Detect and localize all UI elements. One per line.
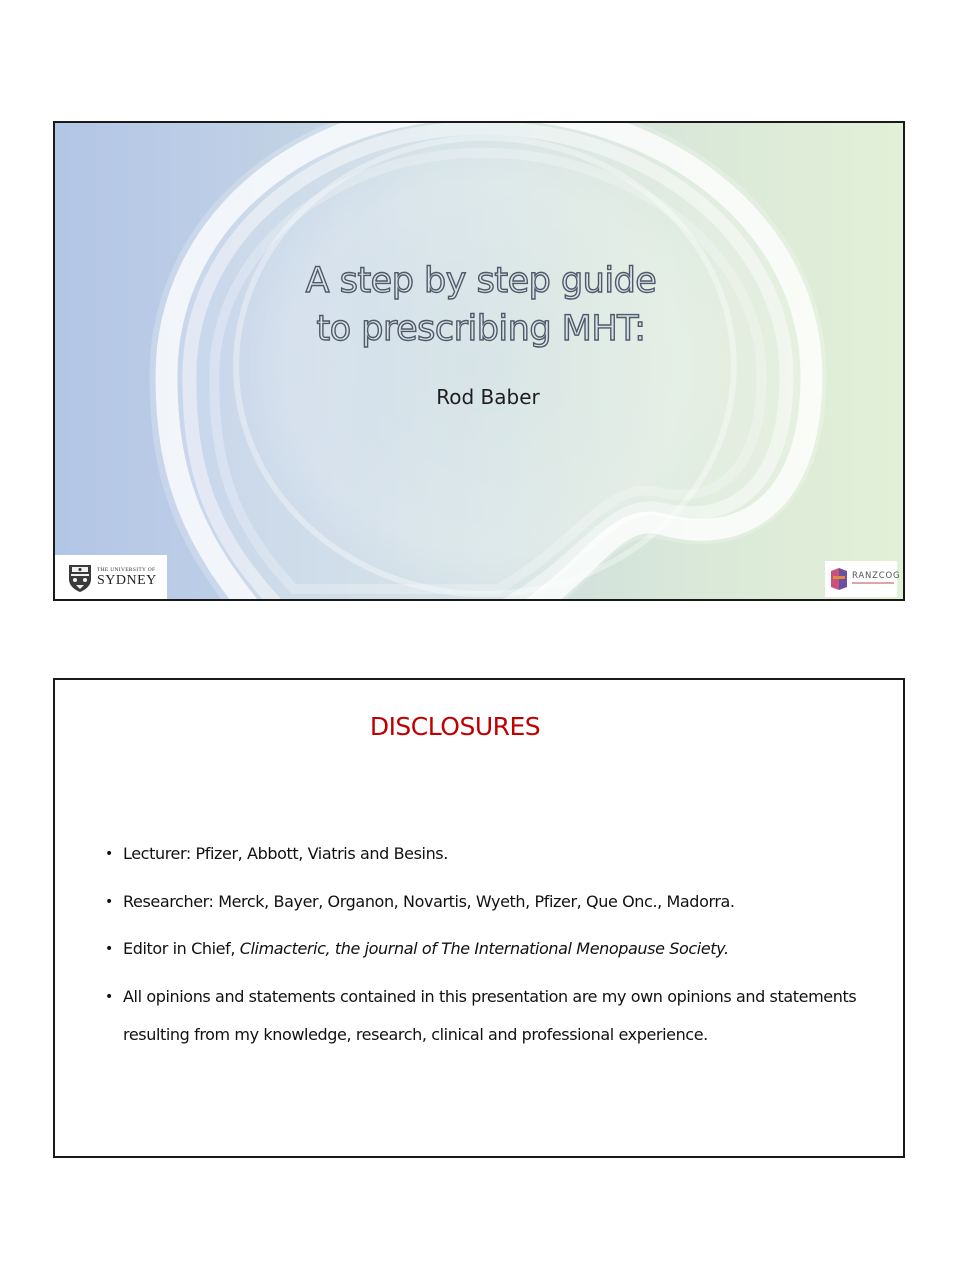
title-slide (53, 121, 905, 601)
list-item-text: Researcher: Merck, Bayer, Organon, Novartis, Wyeth, Pfizer, Que Onc., Madorra. (123, 891, 735, 911)
list-item (105, 930, 885, 969)
ranzcog-wordmark: RANZCOG (852, 571, 901, 581)
logo-big-text: SYDNEY (97, 573, 157, 588)
disclosures-slide (53, 678, 905, 1158)
background-rings-art (55, 123, 903, 599)
list-item-text: Editor in Chief, (123, 939, 240, 958)
logo-small-text: THE UNIVERSITY OF (97, 567, 156, 573)
university-crest-icon (67, 563, 93, 593)
journal-name-italic: Climacteric, the journal of The International Menopause Society. (239, 939, 729, 958)
ranzcog-mark-icon (829, 567, 849, 591)
slide-title-line-1: A step by step guide (305, 261, 657, 301)
ranzcog-tagline-bar (852, 582, 894, 584)
university-of-sydney-logo (55, 555, 167, 601)
list-item (105, 978, 885, 1055)
ranzcog-logo (825, 561, 901, 597)
list-item-text: Lecturer: Pfizer, Abbott, Viatris and Besins. (123, 844, 448, 863)
slide-title-line-2: to prescribing MHT: (316, 309, 646, 349)
disclosures-heading: DISCLOSURES (369, 712, 541, 741)
author-name: Rod Baber (436, 385, 540, 409)
list-item (105, 835, 885, 874)
list-item-text: All opinions and statements contained in this presentation are my own opinions and statements resulting from my knowledge, research, clinical and professional experience. (123, 986, 857, 1044)
slide-title (55, 257, 905, 353)
list-item (105, 883, 885, 922)
disclosures-list (105, 835, 885, 1064)
